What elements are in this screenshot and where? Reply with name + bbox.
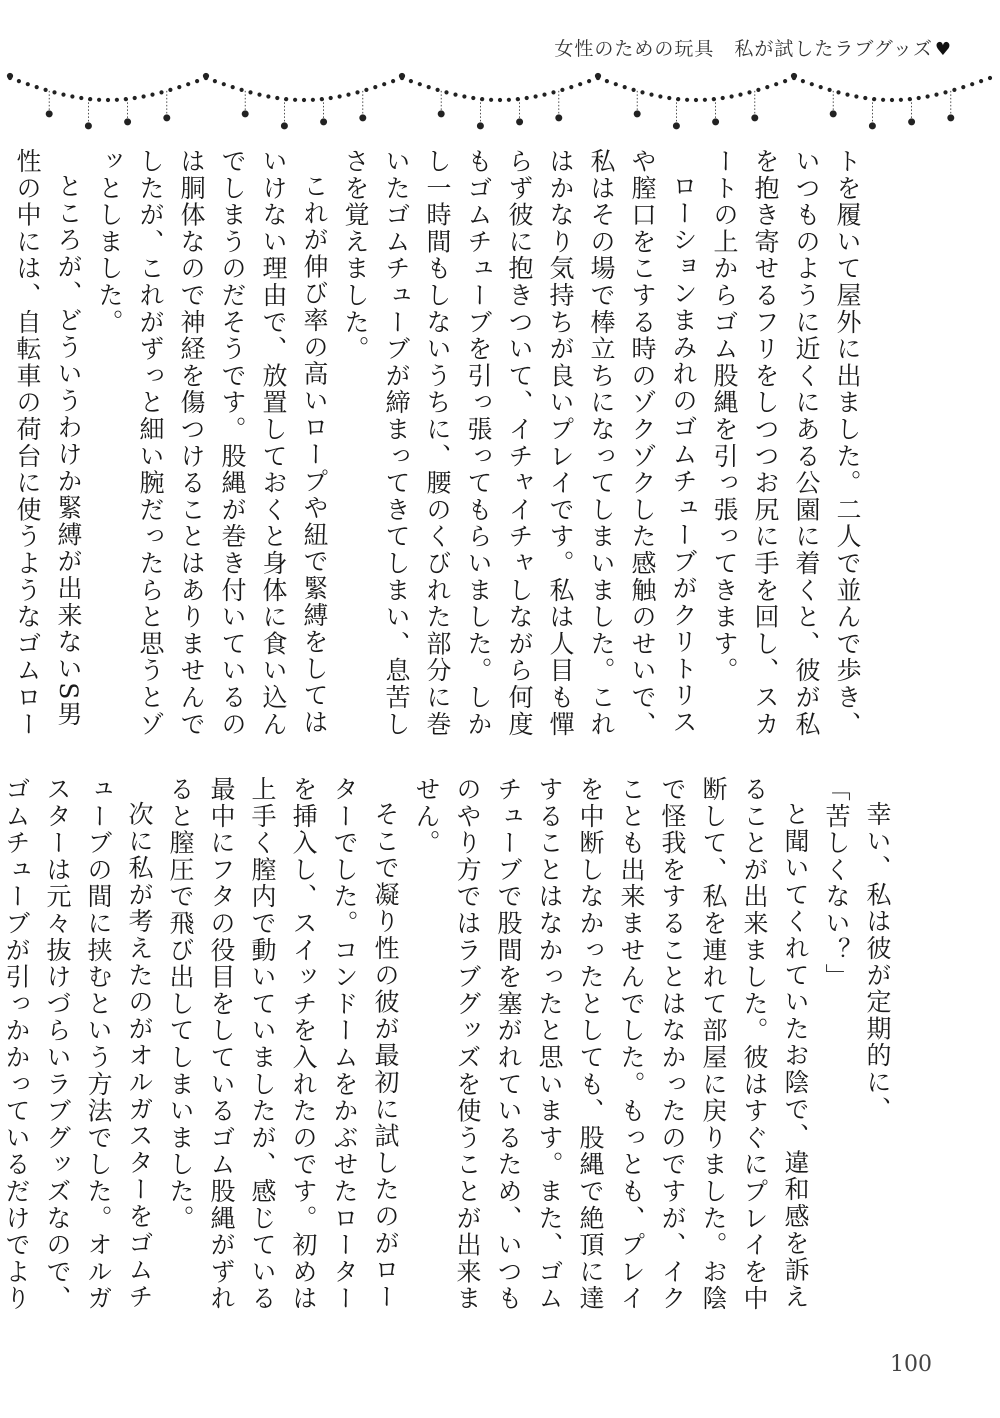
garland-bead-icon xyxy=(53,91,56,94)
garland-drop-bead-icon xyxy=(85,123,91,129)
paragraph: トを履いて屋外に出ました。二人で並んで歩き、いつものように近くにある公園に着くと、彼が私を抱き寄せるフリをしつつお尻に手を回し、スカートの上からゴム股縄を引っ張ってきます。 xyxy=(710,148,862,738)
garland-bead-icon xyxy=(392,80,395,83)
garland-bead-icon xyxy=(151,93,154,96)
garland-bead-icon xyxy=(240,88,243,91)
garland-bead-icon xyxy=(276,96,279,99)
garland-bead-icon xyxy=(552,91,555,94)
garland-junction-bead-icon xyxy=(595,73,600,78)
garland-bead-icon xyxy=(668,96,671,99)
garland-bead-icon xyxy=(80,96,83,99)
garland-bead-icon xyxy=(196,80,199,83)
garland-bead-icon xyxy=(703,98,706,101)
garland-bead-icon xyxy=(249,91,252,94)
garland-bead-icon xyxy=(525,96,528,99)
header-title: 女性のための玩具 私が試したラブグッズ xyxy=(554,38,933,60)
garland-drop-bead-icon xyxy=(752,115,758,121)
garland-bead-icon xyxy=(784,80,787,83)
garland-drop-bead-icon xyxy=(281,123,287,129)
garland-bead-icon xyxy=(819,86,822,89)
garland-bead-icon xyxy=(418,83,421,86)
garland-bead-icon xyxy=(873,98,876,101)
garland-bead-icon xyxy=(294,98,297,101)
garland-junction-bead-icon xyxy=(203,73,208,78)
garland-drop-bead-icon xyxy=(164,115,170,121)
garland-bead-icon xyxy=(882,98,885,101)
garland-bead-icon xyxy=(142,95,145,98)
garland-bead-icon xyxy=(311,98,314,101)
garland-bead-icon xyxy=(623,86,626,89)
garland-drop-bead-icon xyxy=(869,123,875,129)
garland-bead-icon xyxy=(686,98,689,101)
garland-drop-bead-icon xyxy=(242,111,248,117)
garland-bead-icon xyxy=(356,91,359,94)
garland-bead-icon xyxy=(329,96,332,99)
garland-drop-bead-icon xyxy=(634,111,640,117)
garland-bead-icon xyxy=(169,88,172,91)
garland-bead-icon xyxy=(445,91,448,94)
garland-bead-icon xyxy=(124,98,127,101)
garland-drop-bead-icon xyxy=(713,119,719,125)
garland-bead-icon xyxy=(338,95,341,98)
garland-bead-icon xyxy=(187,83,190,86)
garland-bead-icon xyxy=(302,98,305,101)
garland-bead-icon xyxy=(757,88,760,91)
garland-junction-bead-icon xyxy=(791,73,796,78)
garland-bead-icon xyxy=(677,98,680,101)
garland-bead-icon xyxy=(481,98,484,101)
garland-bead-icon xyxy=(365,88,368,91)
garland-drop-bead-icon xyxy=(360,115,366,121)
garland-drop-bead-icon xyxy=(321,119,327,125)
garland-drop-bead-icon xyxy=(673,123,679,129)
garland-drop-bead-icon xyxy=(830,111,836,117)
garland-bead-icon xyxy=(320,98,323,101)
garland-bead-icon xyxy=(463,95,466,98)
garland-bead-icon xyxy=(694,98,697,101)
garland-bead-icon xyxy=(837,91,840,94)
garland-bead-icon xyxy=(926,95,929,98)
garland-bead-icon xyxy=(454,93,457,96)
garland-bead-icon xyxy=(721,96,724,99)
garland-bead-icon xyxy=(516,98,519,101)
garland-drop-bead-icon xyxy=(556,115,562,121)
paragraph: ローションまみれのゴムチューブがクリトリスや膣口をこする時のゾクゾクした感触のせいで、私はその場で棒立ちになってしまいました。これはかなり気持ちが良いプレイです。私は人目も憚らず彼に抱きついて、イチャイチャしながら何度もゴムチューブを引っ張ってもらいました。しかし一時間もしないうちに、腰のくびれた部分に巻いたゴムチューブが締まってきてしまい、息苦しさを覚えました。 xyxy=(341,148,698,738)
garland-drop-bead-icon xyxy=(909,119,915,125)
garland-bead-icon xyxy=(178,86,181,89)
garland-drop-bead-icon xyxy=(438,111,444,117)
garland-bead-icon xyxy=(383,83,386,86)
garland-bead-icon xyxy=(944,91,947,94)
garland-drop-bead-icon xyxy=(477,123,483,129)
garland-bead-icon xyxy=(712,98,715,101)
dialogue-line: 「苦しくない？」 xyxy=(822,776,851,991)
garland-bead-icon xyxy=(26,83,29,86)
garland-bead-icon xyxy=(935,93,938,96)
garland-bead-icon xyxy=(89,98,92,101)
garland-bead-icon xyxy=(347,93,350,96)
garland-bead-icon xyxy=(44,88,47,91)
garland-bead-icon xyxy=(846,93,849,96)
garland-bead-icon xyxy=(374,86,377,89)
garland-bead-icon xyxy=(775,83,778,86)
garland-bead-icon xyxy=(507,98,510,101)
garland-bead-icon xyxy=(917,96,920,99)
garland-bead-icon xyxy=(890,98,893,101)
garland-bead-icon xyxy=(62,93,65,96)
garland-bead-icon xyxy=(730,95,733,98)
garland-drop-bead-icon xyxy=(125,119,131,125)
garland-drop-bead-icon xyxy=(517,119,523,125)
garland-bead-icon xyxy=(160,91,163,94)
garland-bead-icon xyxy=(766,86,769,89)
garland-bead-icon xyxy=(115,98,118,101)
garland-bead-icon xyxy=(472,96,475,99)
garland-bead-icon xyxy=(427,86,430,89)
page-number: 100 xyxy=(890,1352,932,1377)
garland-drop-bead-icon xyxy=(948,115,954,121)
garland-drop-bead-icon xyxy=(46,111,52,117)
garland-bead-icon xyxy=(534,95,537,98)
garland-bead-icon xyxy=(35,86,38,89)
garland-bead-icon xyxy=(953,88,956,91)
paragraph: と聞いてくれていたお陰で、違和感を訴えることが出来ました。彼はすぐにプレイを中断して、私を連れて部屋に戻りました。お陰で怪我をすることはなかったのですが、イクことも出来ませんでした。もっとも、プレイを中断しなかったとしても、股縄で絶頂に達することはなかったと思います。また、ゴムチューブで股間を塞がれているため、いつものやり方ではラブグッズを使うことが出来ません。 xyxy=(412,776,810,1312)
garland-bead-icon xyxy=(864,96,867,99)
paragraph: 次に私が考えたのがオルガスターをゴムチューブの間に挟むという方法でした。オルガスターは元々抜けづらいラブグッズなので、ゴムチューブが引っかかっているだけでより xyxy=(2,776,154,1312)
garland-bead-icon xyxy=(570,86,573,89)
garland-bead-icon xyxy=(213,80,216,83)
garland-bead-icon xyxy=(498,98,501,101)
paragraph: これが伸び率の高いロープや紐で緊縛をしてはいけない理由で、放置しておくと身体に食い込んでしまうのだそうです。股縄が巻き付いているのは胴体なので神経を傷つけることはありませんでしたが、これがずっと細い腕だったらと思うとゾッとしました。 xyxy=(95,148,329,738)
garland-bead-icon xyxy=(98,98,101,101)
garland-bead-icon xyxy=(748,91,751,94)
garland-bead-icon xyxy=(739,93,742,96)
garland-junction-bead-icon xyxy=(7,73,12,78)
paragraph: 幸い、私は彼が定期的に、 xyxy=(863,801,892,1123)
text-block-lower xyxy=(2,776,898,1336)
garland-bead-icon xyxy=(962,86,965,89)
garland-bead-icon xyxy=(409,80,412,83)
garland-bead-icon xyxy=(285,98,288,101)
garland-bead-icon xyxy=(267,95,270,98)
garland-bead-icon xyxy=(490,98,493,101)
garland-bead-icon xyxy=(71,95,74,98)
garland-bead-icon xyxy=(543,93,546,96)
garland-bead-icon xyxy=(899,98,902,101)
garland-bead-icon xyxy=(17,80,20,83)
garland-bead-icon xyxy=(614,83,617,86)
paragraph: ところが、どういうわけか緊縛が出来ないS男性の中には、自転車の荷台に使うようなゴムロー xyxy=(13,148,83,738)
paragraph: そこで凝り性の彼が最初に試したのがローターでした。コンドームをかぶせたローターを挿入し、スイッチを入れたのです。初めは上手く膣内で動いていましたが、感じている最中にフタの役目をしているゴム股縄がずれると膣圧で飛び出してしまいました。 xyxy=(166,776,400,1312)
garland-bead-icon xyxy=(605,80,608,83)
garland-bead-icon xyxy=(258,93,261,96)
garland-bead-icon xyxy=(632,88,635,91)
garland-bead-icon xyxy=(855,95,858,98)
garland-bead-icon xyxy=(561,88,564,91)
garland-bead-icon xyxy=(650,93,653,96)
garland-bead-icon xyxy=(659,95,662,98)
heart-icon: ♥ xyxy=(934,39,952,60)
garland-bead-icon xyxy=(908,98,911,101)
garland-bead-icon xyxy=(222,83,225,86)
garland-bead-icon xyxy=(988,76,991,79)
garland-bead-icon xyxy=(133,96,136,99)
garland-bead-icon xyxy=(588,80,591,83)
garland-bead-icon xyxy=(971,83,974,86)
garland-bead-icon xyxy=(231,86,234,89)
running-header xyxy=(554,34,952,61)
garland-bead-icon xyxy=(579,83,582,86)
garland-bead-icon xyxy=(801,80,804,83)
text-block-upper xyxy=(13,148,868,738)
garland-bead-icon xyxy=(980,80,983,83)
garland-junction-bead-icon xyxy=(399,73,404,78)
garland-bead-icon xyxy=(641,91,644,94)
garland-bead-icon xyxy=(106,98,109,101)
garland-bead-icon xyxy=(828,88,831,91)
bead-garland-ornament xyxy=(0,64,1000,144)
garland-bead-icon xyxy=(436,88,439,91)
garland-bead-icon xyxy=(810,83,813,86)
